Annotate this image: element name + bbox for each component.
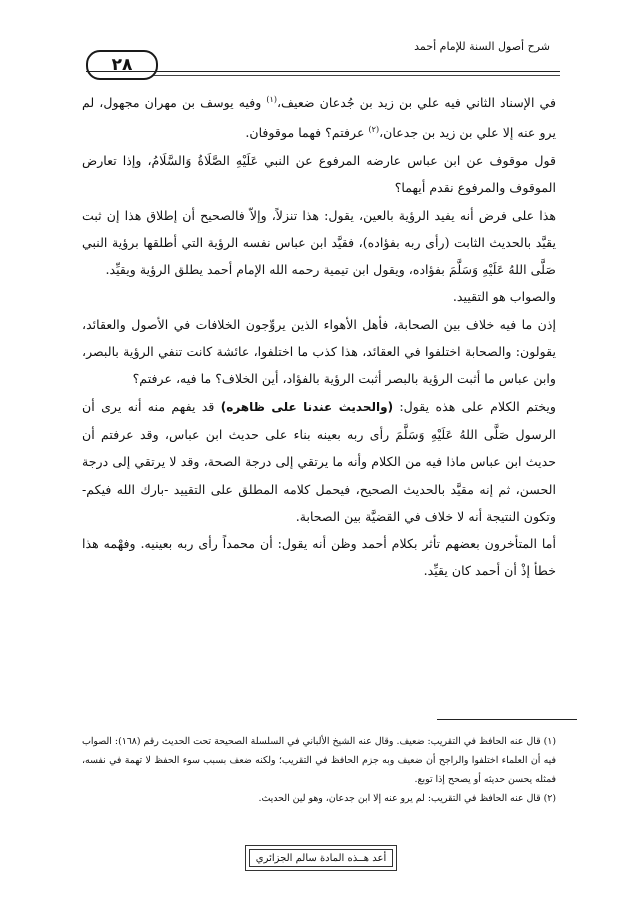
paragraph-2: قول موقوف عن ابن عباس عارضه المرفوع عن النبي عَلَيْهِ الصَّلَاةُ وَالسَّلَامُ، وإذا تعارض الموقوف والمرفوع نقدم أيهما؟ bbox=[82, 152, 556, 196]
paragraph-1: في الإسناد الثاني فيه علي بن زيد بن جُدعان ضعيف،$^{(١)}$ وفيه يوسف بن مهران مجهول، لم يرو عنه إلا علي بن زيد بن جدعان،$^{(٢)}$ عرفتم؟ فهما موقوفان. bbox=[82, 95, 556, 141]
page-number: ٢٨ bbox=[86, 50, 158, 80]
body-text bbox=[82, 86, 556, 585]
quoted-text: (والحديث عندنا على ظاهره) bbox=[220, 399, 394, 414]
paragraph-3: هذا على فرض أنه يفيد الرؤية بالعين، يقول: هذا تنزلاً، وإلاّ فالصحيح أن إطلاق هذا إن ثبت يقيَّد بالحديث الثابت (رأى ربه بفؤاده)، فقيَّد ابن عباس نفسه الرؤية التي أطلقها برؤية النبي صَلَّى اللهُ عَلَيْهِ وَسَلَّمَ بفؤاده، ويقول ابن تيمية رحمه الله الإمام أحمد يطلق الرؤية ويقيِّد. bbox=[82, 207, 556, 278]
paragraph-7: أما المتأخرون بعضهم تأثر بكلام أحمد وظن أنه يقول: أن محمداً رأى ربه بعينيه. وفهْمه هذا خطأ إذْ أن أحمد كان يقيِّد. bbox=[82, 536, 556, 579]
header-divider bbox=[86, 71, 560, 72]
book-title: شرح أصول السنة للإمام أحمد bbox=[414, 40, 550, 53]
footnotes bbox=[82, 732, 556, 808]
credit-text: أعد هــذه المادة سالم الجزائري bbox=[255, 852, 387, 864]
footnote-ref-1[interactable]: (١) bbox=[266, 95, 277, 104]
paragraph-6: ويختم الكلام على هذه يقول: (والحديث عندنا على ظاهره) قد يفهم منه أنه يرى أن الرسول صَلَّى اللهُ عَلَيْهِ وَسَلَّمَ رأى ربه بعينه بناء على حديث ابن عباس، وقد عرفتم أن حديث ابن عباس ماذا فيه من الكلام وأنه ما يرتقي إلى درجة الصحة، وقد لا يرتقي إلى درجة الحسن، ثم إنه مقيَّد بالحديث الصحيح، فيحمل كلامه المطلق على التقييد -بارك الله فيكم- وتكون النتيجة أنه لا خلاف في القضيَّة بين الصحابة. bbox=[82, 398, 556, 524]
footnote-divider bbox=[437, 719, 577, 720]
credit-box bbox=[245, 845, 397, 871]
header-divider-thin bbox=[154, 75, 560, 76]
footnote-ref-2[interactable]: (٢) bbox=[368, 125, 380, 135]
footnote-2: (٢) قال عنه الحافظ في التقريب: لم يرو عنه إلا ابن جدعان، وهو لين الحديث. bbox=[258, 793, 556, 804]
footnote-1: (١) قال عنه الحافظ في التقريب: ضعيف. وقال عنه الشيخ الألباني في السلسلة الصحيحة تحت الحديث رقم (١٦٨): الصواب فيه أن العلماء اختلفوا والراجح أن ضعيف وبه جزم الحافظ في التقريب؛ ولكنه ضعف بسبب سوء الحفظ لا تهمة في نفسه، فمثله يحسن حديثه أو يصحح إذا توبع. bbox=[82, 736, 556, 785]
paragraph-4: والصواب هو التقييد. bbox=[452, 289, 556, 305]
paragraph-5: إذن ما فيه خلاف بين الصحابة، فأهل الأهواء الذين يروِّجون الخلافات في الأصول والعقائد، يقولون: والصحابة اختلفوا في العقائد، هذا كذب ما اختلفوا، عائشة كانت تنفي الرؤية بالبصر، وابن عباس ما أثبت الرؤية بالبصر أثبت الرؤية بالفؤاد، أين الخلاف؟ ما فيه، عرفتم؟ bbox=[82, 316, 556, 387]
